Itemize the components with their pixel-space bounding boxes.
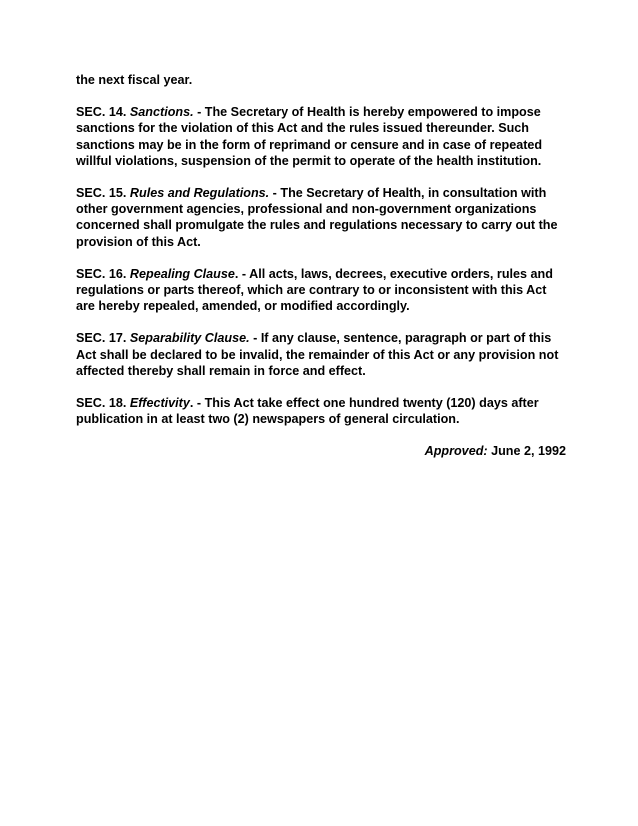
section-title: Rules and Regulations. <box>129 186 270 201</box>
section-separator: - <box>193 105 205 120</box>
section-body: The Secretary of Health, in consultation with other government agencies, professional and non-government organizations concerned shall promulgate the rules and regulations necessary to carry out the provision of this Act. <box>76 186 558 249</box>
section-label: SEC. 16. <box>76 266 127 281</box>
section-body: If any clause, sentence, paragraph or part of this Act shall be declared to be invalid, the remainder of this Act or any provision not affected thereby shall remain in force and effect. <box>76 331 559 378</box>
section-separator: - <box>249 331 261 346</box>
section-label: SEC. 14. <box>76 105 127 120</box>
approval-line <box>76 443 566 459</box>
document-page <box>76 72 566 476</box>
section-title: Sanctions. <box>129 105 194 120</box>
intro-line: the next fiscal year. <box>76 73 193 87</box>
section-16 <box>76 266 566 315</box>
section-title: Repealing Clause <box>129 266 235 281</box>
section-separator: . - <box>189 396 205 411</box>
approved-label: Approved: <box>424 444 488 459</box>
section-14 <box>76 104 566 169</box>
section-17 <box>76 330 566 379</box>
section-15 <box>76 185 566 250</box>
section-separator: . - <box>234 266 250 281</box>
section-body: This Act take effect one hundred twenty (120) days after publication in at least two (2) newspapers of general circulation. <box>76 396 539 427</box>
section-body: The Secretary of Health is hereby empowered to impose sanctions for the violation of this Act and the rules issued thereunder. Such sanctions may be in the form of reprimand or censure and in case of repeated willful violations, suspension of the permit to operate of the health institution. <box>76 105 543 168</box>
section-title: Effectivity <box>129 396 190 411</box>
approved-date: June 2, 1992 <box>491 444 566 459</box>
section-separator: - <box>269 186 281 201</box>
section-label: SEC. 17. <box>76 331 127 346</box>
section-body: All acts, laws, decrees, executive orders, rules and regulations or parts thereof, which are contrary to or inconsistent with this Act are hereby repealed, amended, or modified accordingly. <box>76 266 553 314</box>
section-label: SEC. 18. <box>76 396 127 411</box>
section-label: SEC. 15. <box>76 186 127 201</box>
section-title: Separability Clause. <box>129 331 250 346</box>
section-18 <box>76 395 566 427</box>
